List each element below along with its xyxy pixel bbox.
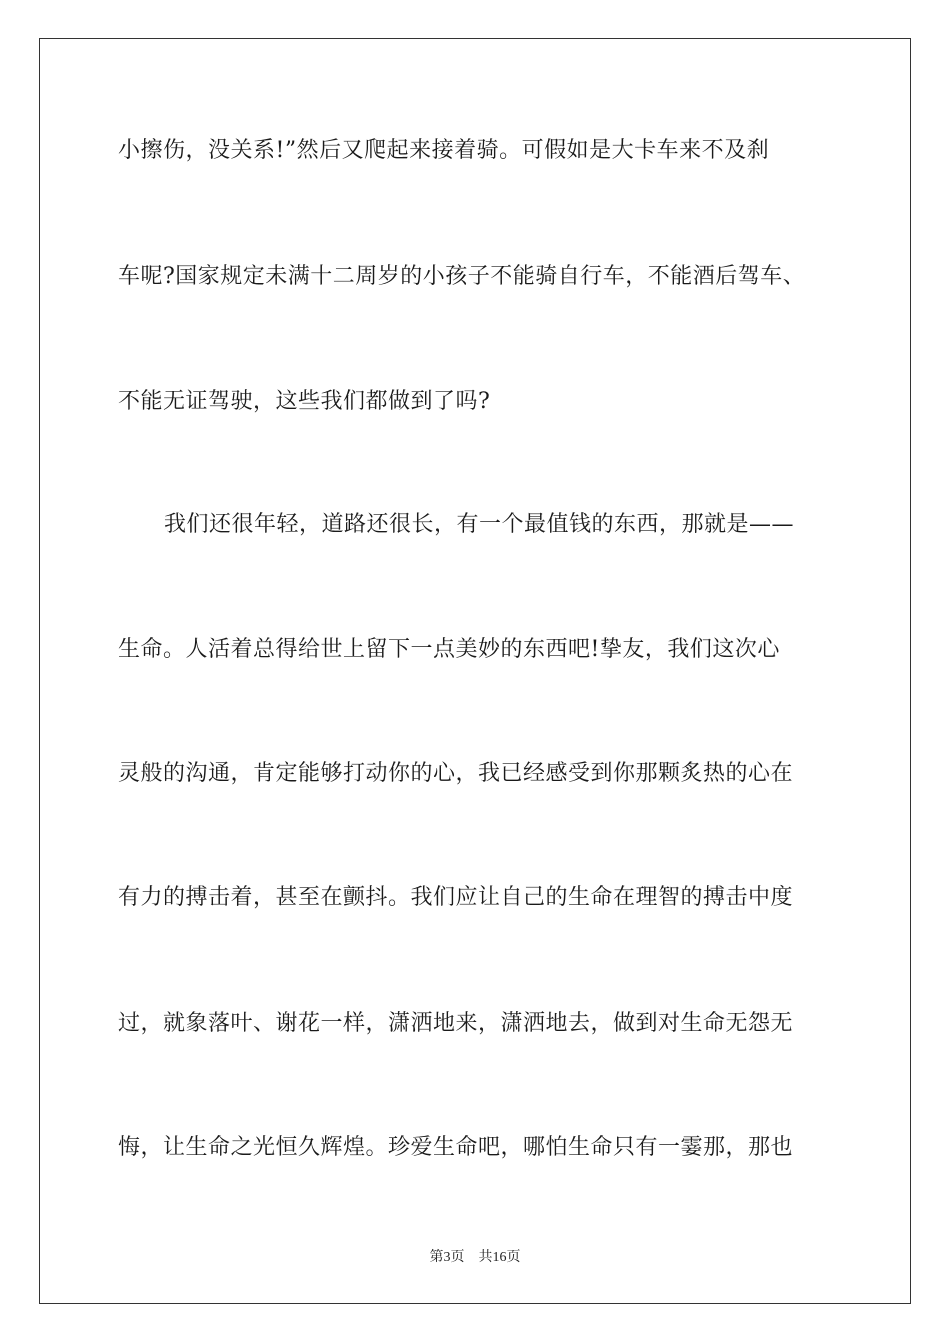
page-number: 第3页 xyxy=(429,1250,465,1265)
page-total: 共16页 xyxy=(478,1250,521,1265)
text-line-9: 悔，让生命之光恒久辉煌。珍爱生命吧，哪怕生命只有一霎那，那也 xyxy=(118,1135,794,1160)
text-line-3: 不能无证驾驶，这些我们都做到了吗? xyxy=(118,389,491,414)
text-line-4: 我们还很年轻，道路还很长，有一个最值钱的东西，那就是—— xyxy=(164,512,795,537)
text-line-2: 车呢?国家规定未满十二周岁的小孩子不能骑自行车，不能酒后驾车、 xyxy=(118,264,806,289)
text-line-7: 有力的搏击着，甚至在颤抖。我们应让自己的生命在理智的搏击中度 xyxy=(118,885,794,910)
text-line-1: 小擦伤，没关系!”然后又爬起来接着骑。可假如是大卡车来不及刹 xyxy=(118,138,770,163)
page-border xyxy=(39,38,911,1304)
page-footer xyxy=(0,1246,950,1266)
text-line-8: 过，就象落叶、谢花一样，潇洒地来，潇洒地去，做到对生命无怨无 xyxy=(118,1011,794,1036)
text-line-5: 生命。人活着总得给世上留下一点美妙的东西吧!挚友，我们这次心 xyxy=(118,637,780,662)
text-line-6: 灵般的沟通，肯定能够打动你的心，我已经感受到你那颗炙热的心在 xyxy=(118,761,794,786)
